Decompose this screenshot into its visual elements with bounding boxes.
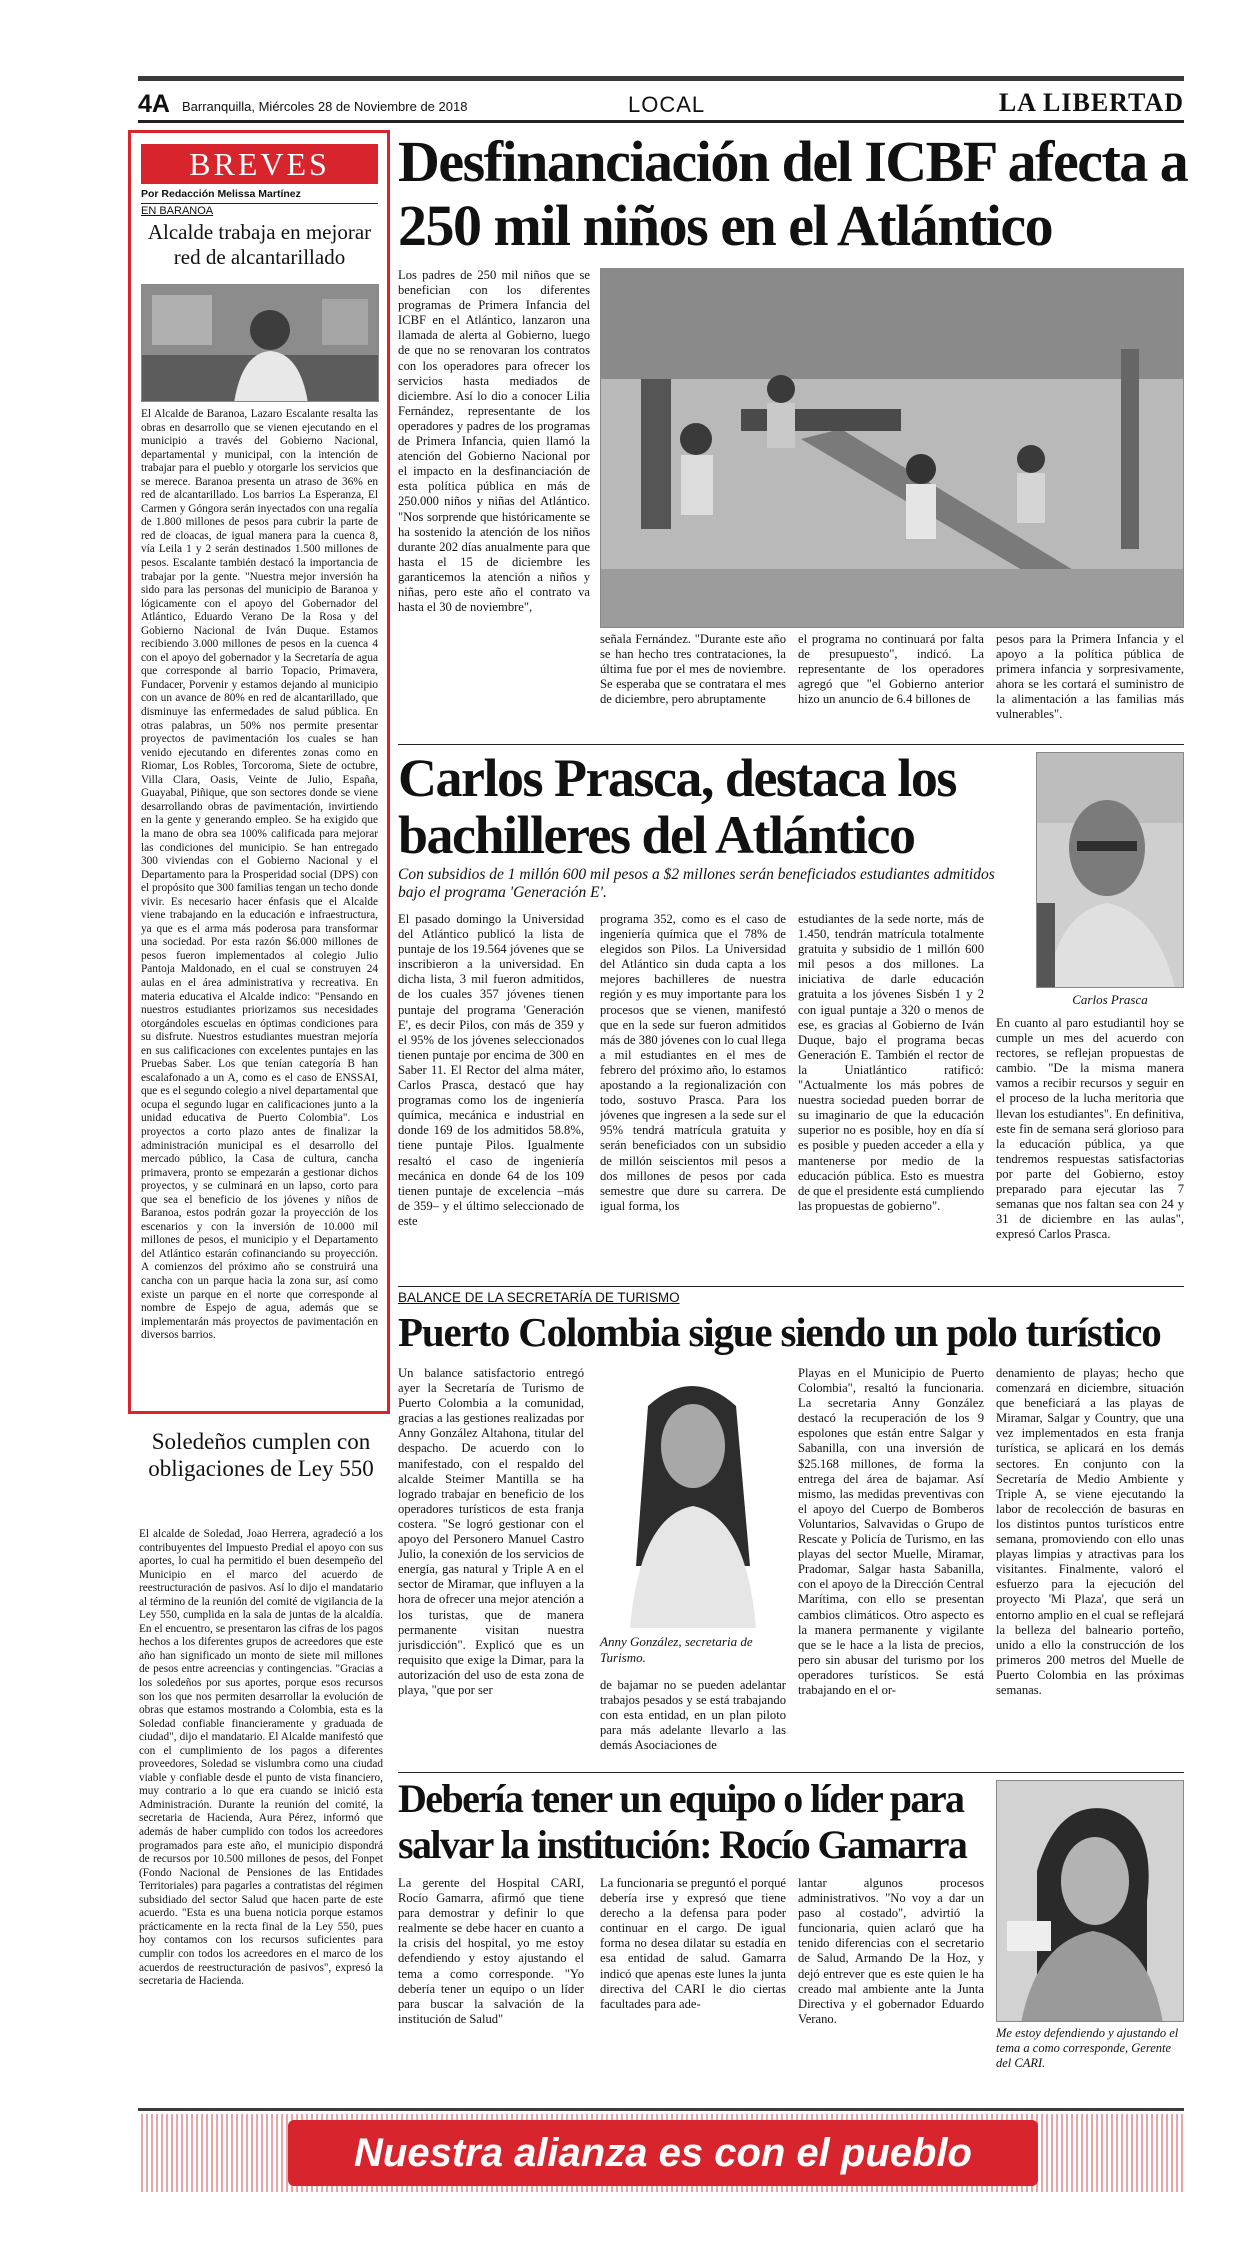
dateline: Barranquilla, Miércoles 28 de Noviembre de 2018	[182, 99, 468, 114]
icbf-col-4: pesos para la Primera Infancia y el apoyo a la política pública de primera infancia y sorpresivamente, ahora se les cortará el suministro de la alimentación a las familias más vulnerables".	[996, 632, 1184, 722]
prasca-subhead: Con subsidios de 1 millón 600 mil pesos a $2 millones serán beneficiados estudiantes admitidos bajo el programa 'Generación E'.	[398, 866, 995, 901]
prasca-bottom-rule	[398, 1286, 1184, 1287]
prasca-caption: Carlos Prasca	[1072, 992, 1148, 1007]
anny-caption: Anny González, secretaria de Turismo.	[600, 1634, 753, 1665]
gamarra-col-3: lantar algunos procesos administrativos. "No voy a dar un paso al costado", advirtió la funcionaria, quien aclaró que ha tenido diferencias con el secretario de Salud, Armando De la Hoz, y dejó entrever que es este quien le ha creado mal ambiente ante la Junta Directiva y el gobernador Eduardo Verano.	[798, 1876, 984, 2026]
alcalde-photo	[141, 284, 379, 402]
banner-top-rule	[138, 2108, 1184, 2111]
prasca-col-1: El pasado domingo la Universidad del Atlántico publicó la lista de puntaje de los 19.564 jóvenes que se inscribieron a la universidad. En dicha lista, 3 mil fueron admitidos, de los cuales 357 jóvenes tienen puntaje del programa 'Generación E', es decir Pilos, con más de 359 y el 95% de los jóvenes seleccionados tienen puntaje por encima de 300 en Saber 11. El Rector del alma máter, Carlos Prasca, destacó que hay programas como los de ingeniería química, mecánica e industrial en donde 169 de los admitidos 58.8%, tiene puntaje Pilos. Igualmente resaltó el caso de ingeniería mecánica en donde 64 de los 109 tienen puntaje de excelencia –más de 359– y el último seleccionado de este	[398, 912, 584, 1228]
puerto-col-1: Un balance satisfactorio entregó ayer la Secretaría de Turismo de Puerto Colombia a la comunidad, gracias a las gestiones realizadas por Anny González Altahona, titular del despacho. De acuerdo con lo manifestado, con el respaldo del alcalde Steimer Mantilla se ha logrado trabajar en beneficio de los operadores turísticos de esta franja costera. "Se logró gestionar con el apoyo del Personero Manuel Castro Julio, la conexión de los servicios de energía, gas natural y Triple A en el sector de Miramar, que influyen a la hora de ofrecer una mejor atención a los turistas, que de manera permanente visitan nuestra jurisdicción". Explicó que es un requisito que exige la Dimar, para la autorización del uso de esta zona de playa, "que por ser	[398, 1366, 584, 1697]
icbf-bottom-rule	[398, 744, 1184, 745]
anny-gonzalez-photo	[600, 1366, 786, 1628]
children-playground-photo	[600, 268, 1184, 628]
breves-label: BREVES	[141, 144, 378, 184]
soledad-body: El alcalde de Soledad, Joao Herrera, agradeció a los contribuyentes del Impuesto Predial el apoyo con sus aportes, lo cual ha permitido el buen desempeño del Municipio en el marco del acuerdo de reestructuración de pasivos. Así lo dijo el mandatario al término de la reunión del comité de vigilancia de la Ley 550, cumplida en la sala de juntas de la alcaldía. En el encuentro, se presentaron las cifras de los pagos hechos a los diferentes grupos de acreedores que este año han significado un monto de siete mil millones de pesos entre acreencias y contingencias. "Gracias a los soledeños por sus aportes, porque esos recursos son los que nos permiten desarrollar la evolución de obras que estamos mostrando a Colombia, esta es la Soledad confiable financieramente y graduada de ciudad", dijo el mandatario. El Alcalde manifestó que con el cumplimiento de los pagos a diferentes proveedores, Soledad se vislumbra como una ciudad viable y confiable desde el punto de vista financiero, muy contrario a lo que era cuando se inició esta Administración. Durante la reunión del comité, la secretaria de Hacienda, Aura Pérez, informó que además de haber cumplido con todos los acreedores programados para este año, el municipio dispondrá de recursos por 10.500 millones de pesos, del Fonpet (Fondo Nacional de Pensiones de las Entidades Territoriales) para pagarles a contratistas del régimen subsidiado del sector Salud que hacen parte de este acuerdo. "Esta es una buena noticia porque estamos prácticamente en la recta final de la Ley 550, pues hoy contamos con los recursos suficientes para cumplir con todos los acreedores en el marco de los acuerdos de reestructuración de pasivos", expresó la secretaria de Hacienda.	[139, 1528, 383, 1988]
icbf-col-2: señala Fernández. "Durante este año se han hecho tres contrataciones, la última fue por el mes de noviembre. Se esperaba que se contratara el mes de diciembre, pero abruptamente	[600, 632, 786, 707]
page-number: 4A	[138, 90, 170, 118]
breves-body: El Alcalde de Baranoa, Lazaro Escalante resalta las obras en desarrollo que se vienen ejecutando en el municipio a través del Gobierno Nacional, departamental y municipal, con la intención de trabajar para el pueblo y otorgarle los servicios que se merece. Baranoa presenta un atraso de 36% en red de alcantarillado. Los barrios La Esperanza, El Carmen y Góngora serán inyectados con una regalía de 1.800 millones de pesos para cubrir la parte de red de cloacas, de igual manera para la cuenca 8, vía Leila 1 y 2 serán destinados 1.500 millones de pesos. Escalante también destacó la importancia de trabajar por la gente. "Nuestra mejor inversión ha sido para las personas del municipio de Baranoa y lógicamente con el apoyo del Gobernador del Atlántico, Eduardo Verano De la Rosa y del Gobierno Nacional de Iván Duque. Estamos recibiendo 3.000 millones de pesos en la cuenca 4 con el apoyo del gobernador y la Secretaría de agua que corresponde al barrio Topacio, Primavera, Fundacer, Porvenir y estamos dejando al municipio con un avance de 80% en red de alcantarillado, que disminuye las enfermedades de salud pública. En otras palabras, un 50% nos permite presentar proyectos de pavimentación los cuales se han venido ejecutando en diferentes zonas como en Riomar, Los Robles, Torcoroma, Siete de octubre, Villa Clara, Oasis, Veinte de Julio, España, Guayabal, Piñique, que son sectores donde se viene desarrollando obras de pavimentación, invirtiendo en la gente y generando empleo. Se ha exigido que la mano de obra sea 100% calificada para mejorar las condiciones del municipio. Se han entregado 300 viviendas con el Gobierno Nacional y el Departamento para la Prosperidad social (DPS) con el propósito que 300 familias tengan un techo donde vivir. Es necesario hacer énfasis que el Alcalde viene trabajando en la educación e infraestructura, ya que es el arma más poderosa para transformar una sociedad. Por esta razón $6.000 millones de pesos fueron implementados al colegio Julio Pantoja Maldonado, en el cual se construyen 24 aulas en el área administrativa y recreativa. En materia educativa el Alcalde indico: "Pensando en nuestros estudiantes priorizamos sus necesidades otorgándoles escuelas en óptimas condiciones para su disfrute. Nuestros estudiantes muestran mejoría en sus calificaciones con excelentes puntajes en las Pruebas Saber. Los que tenían categoría B han escalafonado a un A, como es el caso de ENSSAI, que es el segundo colegio a nivel departamental que ocupa el segundo lugar en calificaciones junto a la unidad educativa de Puerto Colombia". Los proyectos a corto plazo antes de finalizar la administración municipal es el desarrollo del mercado público, la Casa de cultura, cancha primavera, pronto se empezarán a gestionar dichos proyectos, y se culminará en un lapso, corto para que sea el beneficio de los jóvenes y niños de Baranoa, estos podrán gozar la proyección de los escenarios y con la inversión de 10.000 mil millones de pesos, el municipio y el Departamento del Atlántico estarán cofinanciando su proyección. A comienzos del próximo año se construirá una cancha con un parque hacia la zona sur, así como existe un parque en el norte que corresponde al nombre de Espejo de agua, además que se implementarán más proyectos de pavimentación en diversos barrios.	[141, 408, 378, 1342]
prasca-col-2: programa 352, como es el caso de ingeniería química que el 78% de elegidos son Pilos. La Universidad del Atlántico sin duda capta a los mejores bachilleres de nuestra región y es muy importante para los procesos que se vienen, manifestó que en la sede sur fueron admitidos más de 380 jóvenes con lo cual llega a mil estudiantes en el mes de febrero del próximo año, lo estamos apostando a la regionalización con todo, sostuvo Prasca. Para los jóvenes que ingresen a la sede sur el 95% tendrá matrícula gratuita y serán beneficiados con un subsidio de millón seiscientos mil pesos a dos millones de pesos por cada semestre que dure su carrera. De igual forma, los	[600, 912, 786, 1213]
top-rule	[138, 76, 1184, 81]
slogan-banner	[138, 2114, 1184, 2192]
masthead: LA LIBERTAD	[998, 88, 1184, 117]
puerto-col-3: Playas en el Municipio de Puerto Colombia", resaltó la funcionaria. La secretaria Anny González destacó la recuperación de los 9 espolones que están entre Salgar y Sabanilla, con una inversión de $25.168 millones, de forma la entrega del área de bajamar. Así mismo, las medidas preventivas con el apoyo del Cuerpo de Bomberos Voluntarios, Salvavidas o Grupo de Rescate y Policía de Turismo, en las playas del sector Muelle, Miramar, Pradomar, Salgar hasta Sabanilla, con el apoyo de la Dirección Central Marítima, con ello se presentan cambios climáticos. Otro aspecto es la manera permanente y vigilante que se le hace a la lista de precios, pero sin abusar del turismo por los operadores turísticos. Se está trabajando en el or-	[798, 1366, 984, 1697]
soledad-headline: Soledeños cumplen con obligaciones de Ley 550	[148, 1429, 374, 1481]
gamarra-caption: Me estoy defendiendo y ajustando el tema a como corresponde, Gerente del CARI.	[996, 2026, 1179, 2070]
gamarra-photo	[996, 1780, 1184, 2022]
breves-place: EN BARANOA	[141, 205, 214, 217]
prasca-col-3: estudiantes de la sede norte, más de 1.450, tendrán matrícula totalmente gratuita y subsidio de 1 millón 600 mil pesos a dos millones. La iniciativa de darle educación gratuita a los jóvenes Sisbén 1 y 2 con igual puntaje a 320 o menos de ese, es gracias al Gobierno de Iván Duque, bajo el programa becas Generación E. También el rector de la Uniatlántico ratificó: "Actualmente los más pobres de nuestra sociedad pueden borrar de su imaginario de que la educación superior no es posible, hoy en día sí es posible y pueden acceder a ella y mantenerse por medio de la educación pública. Esto es muestra de que el presidente está cumpliendo las propuestas de gobierno".	[798, 912, 984, 1213]
gamarra-col-1: La gerente del Hospital CARI, Rocío Gamarra, afirmó que tiene para demostrar y definir lo que realmente se debe hacer en cuanto a la crisis del hospital, yo me estoy defendiendo y estoy ajustando el tema a como corresponde. "Yo debería tener un equipo o un líder para buscar la salvación de la institución de Salud"	[398, 1876, 584, 2026]
breves-byline: Por Redacción Melissa Martínez	[141, 188, 301, 200]
gamarra-col-2: La funcionaria se preguntó el porqué debería irse y expresó que tiene derecho a la defensa para poder continuar en el cargo. De igual forma no desea dilatar su estadía en esa entidad de salud. Gamarra indicó que apenas este lunes la junta directiva del CARI le dio ciertas facultades para ade-	[600, 1876, 786, 2011]
puerto-headline: Puerto Colombia sigue siendo un polo turístico	[398, 1309, 1161, 1355]
section-label: LOCAL	[628, 92, 706, 117]
icbf-col-1: Los padres de 250 mil niños que se benefician con los diferentes programas de Primera Infancia del ICBF en el Atlántico, lanzaron una llamada de alerta al Gobierno, luego de que no se renovaran los contratos con los operadores para ofrecer los servicios hasta mediados de diciembre. Así lo dio a conocer Lilia Fernández, representante de los operadores y padres de los programas de Primera Infancia, quien llamó la atención del Gobierno Nacional por el impacto en la desfinanciación de esta política pública en más de 250.000 niños y niñas del Atlántico. "Nos sorprende que históricamente se ha sostenido la atención de los niños durante 202 días anualmente para que hasta el 15 de diciembre les garanticemos la atención a niños y niñas, pero este año el contrato va hasta el 30 de noviembre",	[398, 268, 590, 615]
icbf-headline: Desfinanciación del ICBF afecta a 250 mil niños en el Atlántico	[398, 129, 1188, 258]
gamarra-headline: Debería tener un equipo o líder para salvar la institución: Rocío Gamarra	[398, 1776, 967, 1867]
puerto-col-4: denamiento de playas; hecho que comenzará en diciembre, situación que beneficiará a las playas de Miramar, Salgar y Country, que una vez implementados en esta franja turística, se aplicará en los demás sectores. En conjunto con la Secretaría de Medio Ambiente y Triple A, se viene ejecutando la labor de recolección de basuras en los distintos puntos turísticos entre semana, promoviendo con ello unas playas limpias y atractivas para los visitantes. Finalmente, valoró el esfuerzo para la ejecución del proyecto 'Mi Plaza', que será un entorno amplio en el cual se reflejará la belleza del balneario porteño, unido a ello la construcción de los primeros 200 metros del Muelle de Puerto Colombia en las próximas semanas.	[996, 1366, 1184, 1697]
puerto-col-2: de bajamar no se pueden adelantar trabajos pesados y se está trabajando con esta entidad, en un plan piloto para más adelante llevarlo a las demás Asociaciones de	[600, 1678, 786, 1753]
puerto-bottom-rule	[398, 1772, 1184, 1773]
header-rule	[138, 120, 1184, 123]
icbf-col-3: el programa no continuará por falta de presupuesto", indicó. La representante de los operadores agregó que "el Gobierno anterior hizo un anuncio de 6.4 billones de	[798, 632, 984, 707]
prasca-headline: Carlos Prasca, destaca los bachilleres del Atlántico	[398, 748, 956, 865]
puerto-kicker: BALANCE DE LA SECRETARÍA DE TURISMO	[398, 1290, 680, 1305]
breves-byline-rule	[141, 203, 378, 204]
prasca-photo	[1036, 752, 1184, 988]
slogan-text: Nuestra alianza es con el pueblo	[354, 2131, 972, 2175]
prasca-col-4: En cuanto al paro estudiantil hoy se cumple un mes del acuerdo con rectores, se reflejan propuestas de cambio. "De la misma manera vamos a recibir recursos y seguir en el proceso de la lucha meritoria que llevan los estudiantes". En definitiva, este fin de semana será glorioso para la educación pública, ya que tendremos respuestas satisfactorias por parte del Gobierno, estoy preparado para ejecutar las 7 semanas que nos faltan sea con 24 y 31 de diciembre en las aulas", expresó Carlos Prasca.	[996, 1016, 1184, 1242]
breves-headline: Alcalde trabaja en mejorar red de alcantarillado	[147, 220, 372, 269]
